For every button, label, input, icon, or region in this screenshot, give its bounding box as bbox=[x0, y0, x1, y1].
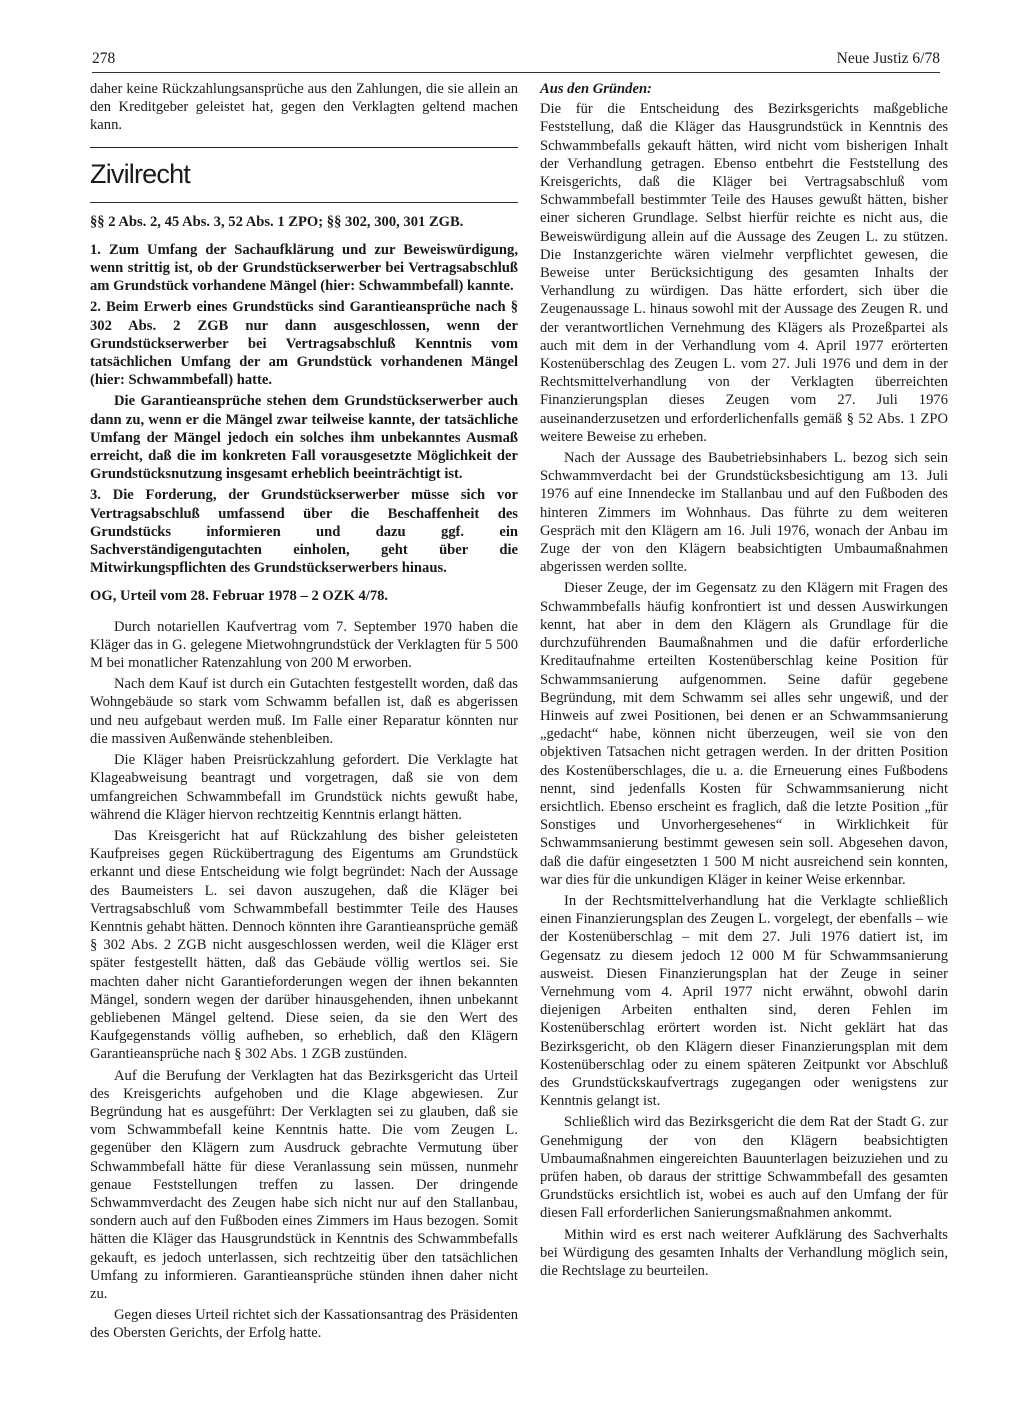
page-number: 278 bbox=[92, 50, 116, 67]
body-paragraph: Mithin wird es erst nach weiterer Aufklärung des Sachverhalts bei Würdigung des gesamten Inhalts der Verhandlung möglich sein, die Rechtslage zu beurteilen. bbox=[540, 1226, 948, 1279]
legal-norms: §§ 2 Abs. 2, 45 Abs. 3, 52 Abs. 1 ZPO; §§ 302, 300, 301 ZGB. bbox=[90, 213, 464, 230]
body-paragraph: Dieser Zeuge, der im Gegensatz zu den Klägern mit Fragen des Schwammbefalls häufig konfrontiert ist und dessen Auswirkungen kennt, hat aber in dem den Klägern als Grundlage für die durchzuführenden Baumaßnahmen und die dafür erforderliche Kreditaufnahme erteilten Kostenüberschlag keine Position für Schwammsanierung aufgenommen. Seine dafür gegebene Begründung, mit dem Schwamm sei alles sehr ungewiß, und der Hinweis auf zwei Positionen, bei denen er an Schwammsanierung „gedacht“ habe, können nicht überzeugen, weil sie von den objektiven Tatsachen nicht getragen werden. In der dritten Position des Kostenüberschlages, die u. a. die Erneuerung eines Fußbodens nennt, sind jedenfalls Kosten für Schwammsanierung nicht ersichtlich. Ebenso erscheint es fraglich, daß die letzte Position „für Sonstiges und Unvorhergesehenes“ in Wirklichkeit für Schwammsanierung bestimmt gewesen sein soll. Abgesehen davon, daß die dafür eingesetzten 1 500 M nicht ausreichend sein konnten, war dies für die unkundigen Kläger in keiner Weise erkennbar. bbox=[540, 580, 948, 888]
header-rule bbox=[92, 72, 940, 73]
body-paragraph: Das Kreisgericht hat auf Rückzahlung des bisher geleisteten Kaufpreises gegen Rückübertragung des Eigentums am Grundstück erkannt und diese Entscheidung wie folgt begründet: Nach der Aussage des Baumeisters L. sei davon auszugehen, daß die Kläger bei Vertragsabschluß vom Schwammbefall bestimmter Teile des Hauses Kenntnis gehabt hätten. Dennoch könnten ihre Garantieansprüche gemäß § 302 Abs. 2 ZGB nicht ausgeschlossen werden, weil die Kläger erst später festgestellt hätten, daß das Gebäude völlig wertlos sei. Sie machten daher nicht Garantieforderungen wegen der ihnen bekannten Mängel, sondern wegen der darüber hinausgehenden, ihnen unbekannt gebliebenen Mängel geltend. Diese seien, da sie den Wert des Kaufgegenstands völlig aufheben, so erheblich, daß den Klägern Garantieansprüche nach § 302 Abs. 1 ZGB zustünden. bbox=[90, 827, 518, 1063]
body-paragraph: Gegen dieses Urteil richtet sich der Kassationsantrag des Präsidenten des Obersten Gerichts, der Erfolg hatte. bbox=[90, 1307, 518, 1342]
body-paragraph: Schließlich wird das Bezirksgericht die dem Rat der Stadt G. zur Genehmigung der von den Klägern beabsichtigten Umbaumaßnahmen eingereichten Bauunterlagen beizuziehen und zu prüfen haben, ob daraus der strittige Schwammbefall des gesamten Grundstücks ersichtlich ist, wobei es auch auf den Umfang der für diesen Fall erforderlichen Sanierungsmaßnahmen ankommt. bbox=[540, 1114, 948, 1222]
body-paragraph: Auf die Berufung der Verklagten hat das Bezirksgericht das Urteil des Kreisgerichts aufgehoben und die Klage abgewiesen. Zur Begründung hat es ausgeführt: Der Verklagten sei zu glauben, daß sie vom Schwammbefall keine Kenntnis hatte. Die vom Zeugen L. gegenüber den Klägern zum Ausdruck gebrachte Vermutung über Schwammbefall hätte für diese Veranlassung sein müssen, nunmehr genaue Feststellungen treffen zu lassen. Der dringende Schwammverdacht des Zeugen habe sich nicht nur auf den Stallanbau, sondern auch auf den Fußboden eines Zimmers im Haus bezogen. Somit hätten die Kläger das Hausgrundstück in Kenntnis des Schwammbefalls gekauft, es jedoch unterlassen, sich rechtzeitig über den tatsächlichen Umfang zu informieren. Garantieansprüche stünden ihnen daher nicht zu. bbox=[90, 1067, 518, 1302]
body-paragraph: Die Kläger haben Preisrückzahlung gefordert. Die Verklagte hat Klageabweisung beantragt und vorgetragen, daß sie von dem umfangreichen Schwammbefall im Grundstück nichts gewußt habe, während die Kläger hiervon rechtzeitig Kenntnis erlangt hätten. bbox=[90, 752, 518, 823]
grounds-heading: Aus den Gründen: bbox=[540, 81, 652, 97]
headnote-2-continued: Die Garantieansprüche stehen dem Grundstückserwerber auch dann zu, wenn er die Mängel zwar teilweise kannte, der tatsächliche Umfang der Mängel jedoch ein solches ihm unbekanntes Ausmaß erreicht, daß die im konkreten Fall vorausgesetzte Möglichkeit der Grundstücksnutzung insgesamt erheblich beeinträchtigt ist. bbox=[90, 393, 518, 483]
headnote-3: 3. Die Forderung, der Grundstückserwerber müsse sich vor Vertragsabschluß umfassend über die Beschaffenheit des Grundstücks informieren und dazu ggf. ein Sachverständigengutachten einholen, geht über die Mitwirkungspflichten des Grundstückserwerbers hinaus. bbox=[90, 487, 518, 577]
headnote-1: 1. Zum Umfang der Sachaufklärung und zur Beweiswürdigung, wenn strittig ist, ob der Grundstückserwerber bei Vertragsabschluß am Grundstück vorhandene Mängel (hier: Schwammbefall) kannte. bbox=[90, 241, 518, 295]
section-divider bbox=[90, 147, 518, 148]
left-column bbox=[90, 80, 518, 1343]
decision-citation: OG, Urteil vom 28. Februar 1978 – 2 OZK 4/78. bbox=[90, 588, 389, 605]
body-paragraph: Die für die Entscheidung des Bezirksgerichts maßgebliche Feststellung, daß die Kläger das Hausgrundstück in Kenntnis des Schwammbefalls gekauft hätten, wird nicht vom bisherigen Inhalt der Verhandlung getragen. Ebenso entbehrt die Feststellung des Kreisgerichts, daß die Kläger bei Vertragsabschluß vom Schwammbefall bestimmter Teile des Hauses gewußt hätten, bisher einer sicheren Grundlage. Selbst hierfür reichte es nicht aus, die Beweiswürdigung allein auf die Aussage des Zeugen L. zu stützen. Die Instanzgerichte wären vielmehr verpflichtet gewesen, die Beweise unter Berücksichtigung des gesamten Inhalts der Verhandlung zu würdigen. Das hätte erfordert, sich über die Zeugenaussage L. hinaus sowohl mit der Aussage des Zeugen R. und der verantwortlichen Vernehmung des Klägers als Prozeßpartei als auch mit dem in der Verhandlung vom 4. April 1977 erörterten Kostenüberschlag des Zeugen L. vom 27. Juli 1976 und dem in der Rechtsmittelverhandlung von der Verklagten überreichten Finanzierungsplan dieses Zeugen vom 27. Juli 1976 auseinanderzusetzen und erforderlichenfalls gemäß § 52 Abs. 1 ZPO weitere Beweise zu erheben. bbox=[540, 101, 948, 445]
body-paragraph: Durch notariellen Kaufvertrag vom 7. September 1970 haben die Kläger das in G. gelegene Mietwohngrundstück der Verklagten für 5 500 M bei monatlicher Ratenzahlung von 200 M erworben. bbox=[90, 618, 518, 672]
right-column bbox=[540, 80, 948, 1280]
section-title-rule bbox=[90, 202, 518, 203]
body-paragraph: Nach der Aussage des Baubetriebsinhabers L. bezog sich sein Schwammverdacht bei der Grundstücksbesichtigung am 13. Juli 1976 auf eine Innendecke im Stallanbau und auf den Fußboden des hinteren Zimmers im Wohnhaus. Das führte zu dem weiteren Gespräch mit den Klägern am 16. Juli 1976, wonach der Anbau im Zuge der von den Klägern beabsichtigten Umbaumaßnahmen abgerissen werden sollte. bbox=[540, 450, 948, 576]
body-paragraph: In der Rechtsmittelverhandlung hat die Verklagte schließlich einen Finanzierungsplan des Zeugen L. vorgelegt, der ebenfalls – wie der Kostenüberschlag – mit dem 27. Juli 1976 datiert ist, im Gegensatz zu diesem jedoch 12 000 M für Schwammsanierung ausweist. Diesen Finanzierungsplan hat der Zeuge in seiner Vernehmung vom 4. April 1977 nicht erwähnt, obwohl darin diejenigen Arbeiten enthalten sind, deren Fehlen im Kostenüberschlag erörtert worden ist. Nicht geklärt hat das Bezirksgericht, ob den Klägern dieser Finanzierungsplan mit dem Kostenüberschlag oder zu einem späteren Zeitpunkt vor Abschluß des Grundstückskaufvertrags zugegangen oder wenigstens zur Kenntnis gelangt ist. bbox=[540, 892, 948, 1110]
section-title: Zivilrecht bbox=[90, 158, 191, 189]
journal-title: Neue Justiz 6/78 bbox=[836, 50, 940, 67]
intro-paragraph: daher keine Rückzahlungsansprüche aus den Zahlungen, die sie allein an den Kreditgeber geleistet hat, gegen den Verklagten geltend machen kann. bbox=[90, 81, 518, 134]
body-paragraph: Nach dem Kauf ist durch ein Gutachten festgestellt worden, daß das Wohngebäude so stark vom Schwamm befallen ist, daß es abgerissen und neu aufgebaut werden muß. Im Falle einer Reparatur könnten nur die massiven Außenwände stehenbleiben. bbox=[90, 676, 518, 747]
headnote-2: 2. Beim Erwerb eines Grundstücks sind Garantieansprüche nach § 302 Abs. 2 ZGB nur dann ausgeschlossen, wenn der Grundstückserwerber bei Vertragsabschluß Kenntnis vom tatsächlichen Umfang der am Grundstück vorhandenen Mängel (hier: Schwammbefall) hatte. bbox=[90, 299, 518, 389]
